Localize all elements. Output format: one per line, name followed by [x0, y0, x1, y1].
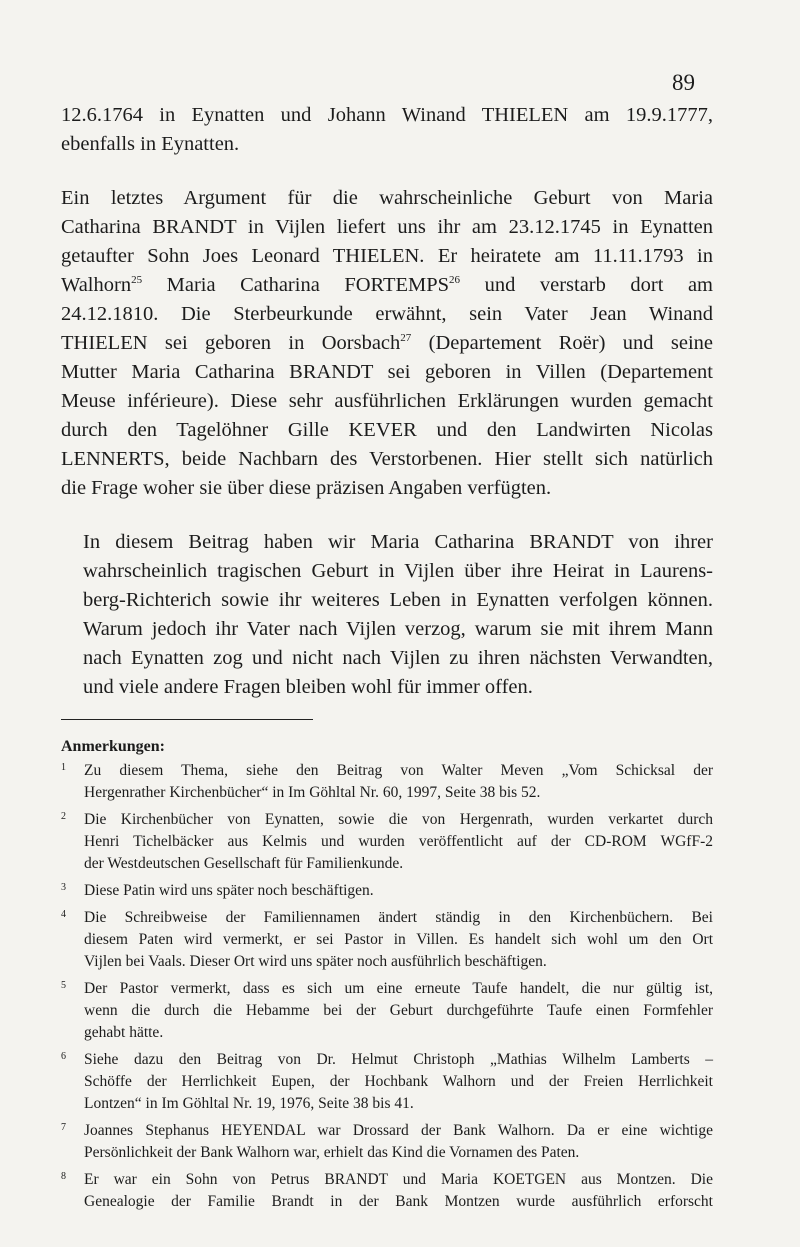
text-line: getaufter Sohn Joes Leonard THIELEN. Er heiratete am 11.11.1793 in — [61, 245, 713, 267]
footnote — [61, 1169, 713, 1213]
footnote — [61, 1049, 713, 1115]
text-segment: THIELEN sei geboren in Oorsbach — [61, 332, 401, 354]
text-line: Genealogie der Familie Brandt in der Bank Montzen wurde ausführlich erforscht — [84, 1193, 713, 1210]
footnote — [61, 1120, 713, 1164]
footnote — [61, 978, 713, 1044]
page-number: 89 — [672, 70, 695, 95]
text-line: Persönlichkeit der Bank Walhorn war, erhielt das Kind die Vornamen des Paten. — [84, 1144, 580, 1161]
text-line: Die Kirchenbücher von Eynatten, sowie die von Hergenrath, wurden verkartet durch — [84, 811, 713, 828]
footnote-ref: 27 — [400, 332, 412, 344]
text-line: 24.12.1810. Die Sterbeurkunde erwähnt, sein Vater Jean Winand — [61, 303, 713, 325]
text-line: gehabt hätte. — [84, 1024, 164, 1041]
text-line: Joannes Stephanus HEYENDAL war Drossard der Bank Walhorn. Da er eine wichtige — [84, 1122, 713, 1139]
text-line: Lontzen“ in Im Göhltal Nr. 19, 1976, Seite 38 bis 41. — [84, 1095, 414, 1112]
text-line: der Westdeutschen Gesellschaft für Familienkunde. — [84, 855, 404, 872]
paragraph — [61, 528, 713, 702]
footnote-ref: 25 — [131, 274, 143, 286]
footnote-number: 3 — [61, 882, 66, 893]
text-line: Er war ein Sohn von Petrus BRANDT und Maria KOETGEN aus Montzen. Die — [84, 1171, 713, 1188]
footnote — [61, 809, 713, 875]
footnote — [61, 760, 713, 804]
footnote-number: 5 — [61, 980, 66, 991]
text-line: In diesem Beitrag haben wir Maria Catharina BRANDT von ihrer — [83, 531, 713, 553]
footnote — [61, 880, 713, 902]
text-line: berg-Richterich sowie ihr weiteres Leben in Eynatten verfolgen können. — [83, 589, 713, 611]
text-segment: Walhorn — [61, 274, 132, 296]
footnote-number: 6 — [61, 1051, 66, 1062]
text-line: Mutter Maria Catharina BRANDT sei geboren in Villen (Departement — [61, 361, 713, 383]
footnote-number: 8 — [61, 1171, 66, 1182]
text-line: Zu diesem Thema, siehe den Beitrag von Walter Meven „Vom Schicksal der — [84, 762, 713, 779]
text-line — [61, 271, 713, 300]
paragraph — [61, 101, 713, 159]
text-line — [61, 329, 713, 358]
text-line: Schöffe der Herrlichkeit Eupen, der Hochbank Walhorn und der Freien Herrlichkeit — [84, 1073, 713, 1090]
text-line: Diese Patin wird uns später noch beschäftigen. — [84, 882, 374, 899]
text-line: ebenfalls in Eynatten. — [61, 133, 240, 155]
text-segment: Maria Catharina FORTEMPS — [142, 274, 450, 296]
paragraph — [61, 184, 713, 503]
footnote-ref: 26 — [449, 274, 461, 286]
footnote-number: 4 — [61, 909, 66, 920]
footnote-divider — [61, 719, 313, 720]
main-text — [61, 101, 713, 702]
text-line: nach Eynatten zog und nicht nach Vijlen zu ihren nächsten Verwandten, — [83, 647, 713, 669]
text-line: Siehe dazu den Beitrag von Dr. Helmut Christoph „Mathias Wilhelm Lamberts – — [84, 1051, 713, 1068]
footnote — [61, 907, 713, 973]
text-line: Der Pastor vermerkt, dass es sich um eine erneute Taufe handelt, die nur gültig ist, — [84, 980, 713, 997]
text-line: Henri Tichelbäcker aus Kelmis und wurden veröffentlicht auf der CD-ROM WGfF-2 — [84, 833, 713, 850]
footnote-number: 1 — [61, 762, 66, 773]
text-line: Ein letztes Argument für die wahrscheinliche Geburt von Maria — [61, 187, 713, 209]
footnotes-list — [61, 760, 713, 1213]
text-line: Warum jedoch ihr Vater nach Vijlen verzog, warum sie mit ihrem Mann — [83, 618, 713, 640]
text-line: diesem Paten wird vermerkt, er sei Pastor in Villen. Es handelt sich wohl um den Ort — [84, 931, 713, 948]
text-line: wenn die durch die Hebamme bei der Geburt durchgeführte Taufe einen Formfehler — [84, 1002, 713, 1019]
text-segment: (Departement Roër) und seine — [411, 332, 713, 354]
text-line: Vijlen bei Vaals. Dieser Ort wird uns später noch ausführlich beschäftigen. — [84, 953, 547, 970]
text-segment: und verstarb dort am — [460, 274, 714, 296]
text-line: LENNERTS, beide Nachbarn des Verstorbenen. Hier stellt sich natürlich — [61, 448, 713, 470]
text-line: Meuse inférieure). Diese sehr ausführlichen Erklärungen wurden gemacht — [61, 390, 713, 412]
text-line: Catharina BRANDT in Vijlen liefert uns ihr am 23.12.1745 in Eynatten — [61, 216, 713, 238]
text-line: Hergenrather Kirchenbücher“ in Im Göhltal Nr. 60, 1997, Seite 38 bis 52. — [84, 784, 541, 801]
text-line: 12.6.1764 in Eynatten und Johann Winand THIELEN am 19.9.1777, — [61, 104, 713, 126]
text-line: wahrscheinlich tragischen Geburt in Vijlen über ihre Heirat in Laurens- — [83, 560, 713, 582]
footnote-number: 2 — [61, 811, 66, 822]
footnote-number: 7 — [61, 1122, 66, 1133]
text-line: die Frage woher sie über diese präzisen Angaben verfügten. — [61, 477, 552, 499]
footnotes-heading: Anmerkungen: — [61, 738, 166, 755]
text-line: und viele andere Fragen bleiben wohl für immer offen. — [83, 676, 533, 698]
text-line: Die Schreibweise der Familiennamen ändert ständig in den Kirchenbüchern. Bei — [84, 909, 713, 926]
footnotes — [61, 736, 713, 1218]
text-line: durch den Tagelöhner Gille KEVER und den Landwirten Nicolas — [61, 419, 713, 441]
